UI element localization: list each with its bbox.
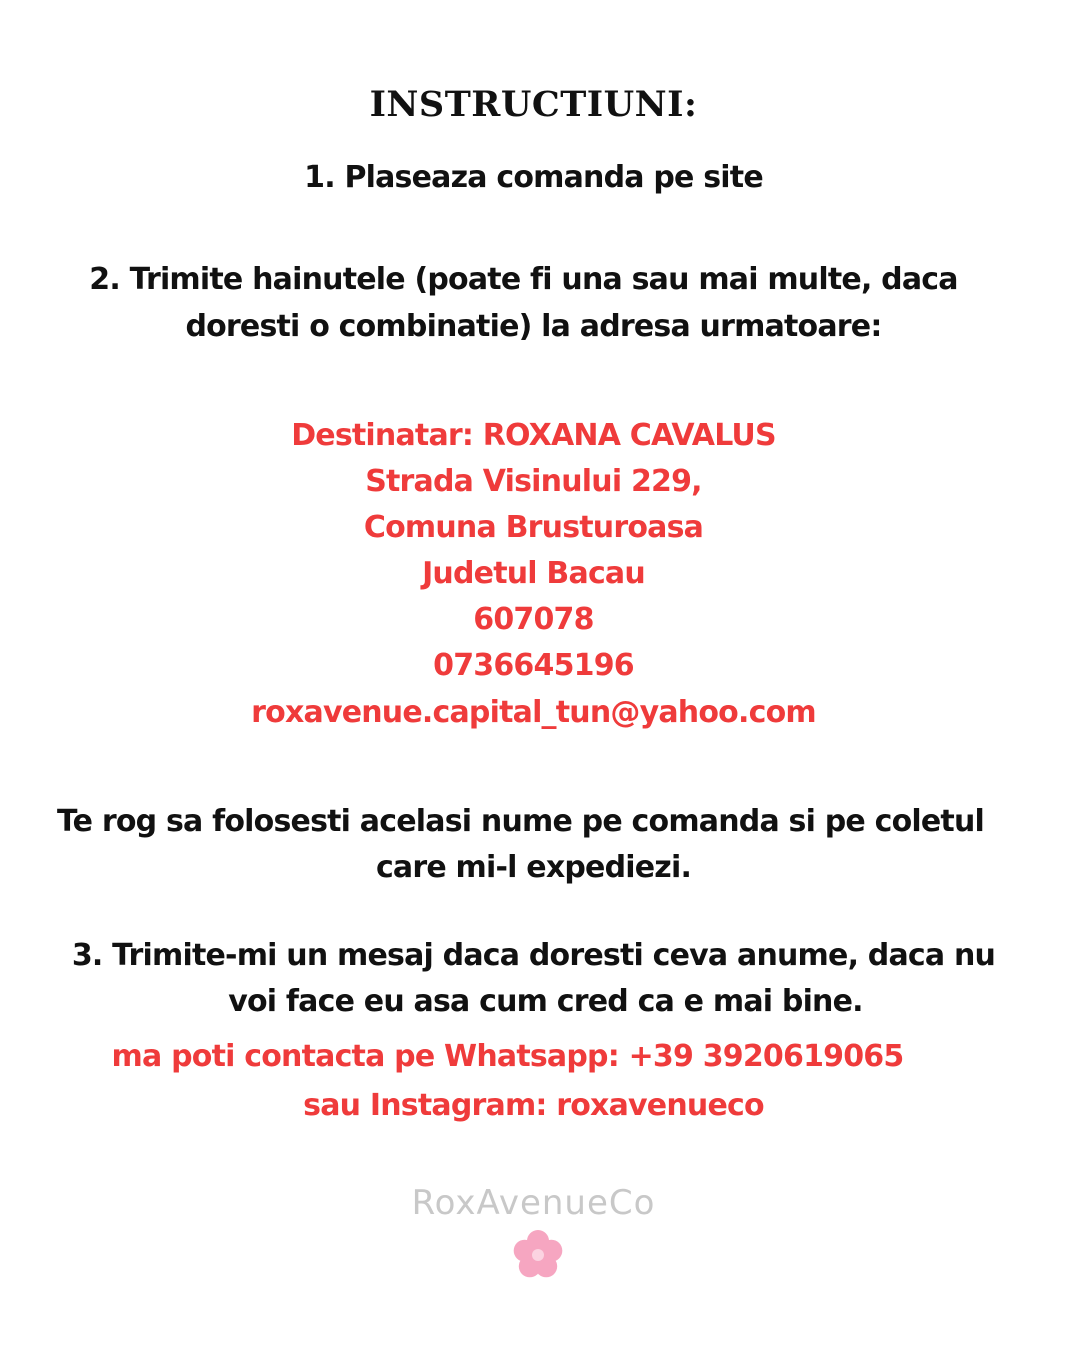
- address-commune: Comuna Brusturoasa: [363, 510, 704, 545]
- step-3-line-1: 3. Trimite-mi un mesaj daca doresti ceva anume, daca nu: [71, 938, 996, 973]
- contact-instagram: sau Instagram: roxavenueco: [303, 1088, 764, 1123]
- step-3-line-2: voi face eu asa cum cred ca e mai bine.: [228, 984, 863, 1019]
- address-street: Strada Visinului 229,: [365, 464, 702, 499]
- note-line-1: Te rog sa folosesti acelasi nume pe comanda si pe coletul: [56, 804, 984, 839]
- page-title: INSTRUCTIUNI:: [369, 84, 698, 125]
- address-recipient: Destinatar: ROXANA CAVALUS: [291, 418, 776, 453]
- contact-whatsapp: ma poti contacta pe Whatsapp: +39 3920619065: [111, 1039, 904, 1074]
- address-postal-code: 607078: [473, 602, 594, 637]
- step-1: 1. Plaseaza comanda pe site: [304, 160, 763, 195]
- step-2-line-1: 2. Trimite hainutele (poate fi una sau mai multe, daca: [89, 262, 958, 297]
- step-2-line-2: doresti o combinatie) la adresa urmatoare:: [185, 309, 882, 344]
- brand-logo-text: RoxAvenueCo: [411, 1183, 656, 1223]
- note-line-2: care mi-l expediezi.: [375, 850, 692, 885]
- address-county: Judetul Bacau: [422, 556, 645, 591]
- flower-icon: [509, 1226, 567, 1284]
- address-email: roxavenue.capital_tun@yahoo.com: [251, 695, 816, 730]
- address-phone: 0736645196: [433, 648, 634, 683]
